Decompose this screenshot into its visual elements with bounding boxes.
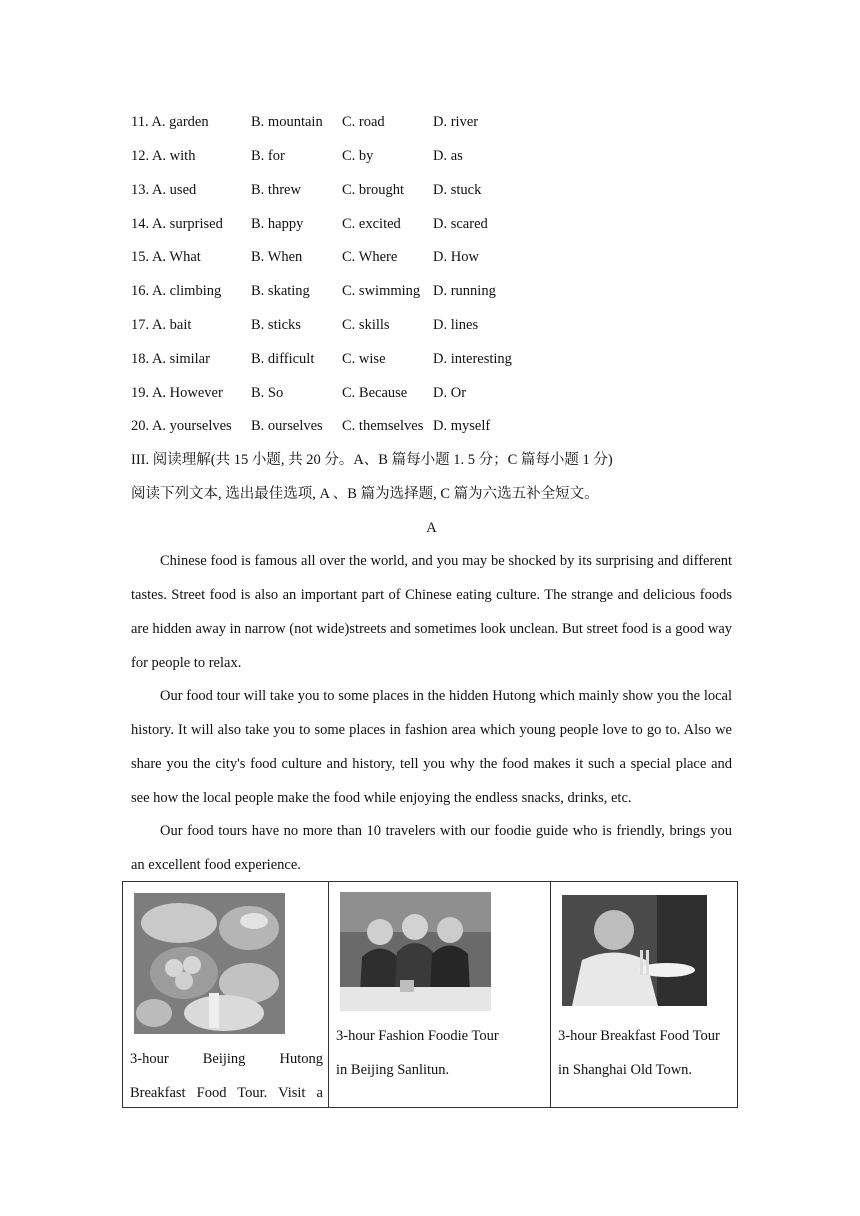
- tour-caption: [558, 1019, 738, 1087]
- option-b: B. ourselves: [251, 418, 323, 434]
- option-a: 18. A. similar: [131, 351, 210, 367]
- option-b: B. for: [251, 148, 285, 164]
- friends-dining-image: [340, 892, 491, 1011]
- option-d: D. stuck: [433, 182, 482, 198]
- option-c: C. wise: [342, 351, 386, 367]
- option-b: B. When: [251, 249, 303, 265]
- tour-caption-line: 3-hour Fashion Foodie Tour: [336, 1028, 499, 1044]
- option-d: D. river: [433, 114, 479, 130]
- tour-caption-line: 3-hour Beijing Hutong: [130, 1051, 323, 1067]
- chef-eating-image: [562, 895, 707, 1006]
- option-d: D. How: [433, 249, 479, 265]
- option-a: 14. A. surprised: [131, 216, 223, 232]
- option-a: 17. A. bait: [131, 317, 192, 333]
- tour-cell-hutong: [123, 882, 329, 1108]
- option-a: 15. A. What: [131, 249, 201, 265]
- section-instruction: 阅读下列文本, 选出最佳选项, A 、B 篇为选择题, C 篇为六选五补全短文。: [131, 486, 599, 502]
- tours-table: [122, 881, 738, 1108]
- tour-caption-line: Breakfast Food Tour. Visit a: [130, 1085, 323, 1101]
- section-heading: III. 阅读理解(共 15 小题, 共 20 分。A、B 篇每小题 1. 5 分；C 篇每小题 1 分): [131, 452, 613, 468]
- option-c: C. themselves: [342, 418, 424, 434]
- option-d: D. Or: [433, 385, 467, 401]
- tour-caption-line: in Shanghai Old Town.: [558, 1062, 693, 1078]
- option-b: B. mountain: [251, 114, 323, 130]
- chef-photo: [562, 895, 707, 1006]
- option-d: D. scared: [433, 216, 488, 232]
- option-c: C. excited: [342, 216, 401, 232]
- friends-photo: [340, 892, 491, 1011]
- passage-label: A: [426, 520, 437, 536]
- option-b: B. sticks: [251, 317, 301, 333]
- option-c: C. Because: [342, 385, 408, 401]
- option-a: 19. A. However: [131, 385, 223, 401]
- option-d: D. running: [433, 283, 496, 299]
- option-c: C. brought: [342, 182, 405, 198]
- tour-caption-line: 3-hour Breakfast Food Tour: [558, 1028, 720, 1044]
- paragraph: Our food tours have no more than 10 travelers with our foodie guide who is friendly, brings you an excellent food experience.: [131, 823, 732, 873]
- option-c: C. skills: [342, 317, 390, 333]
- option-a: 20. A. yourselves: [131, 418, 232, 434]
- street-food-photo: [134, 893, 285, 1034]
- option-a: 12. A. with: [131, 148, 196, 164]
- tour-caption-line: in Beijing Sanlitun.: [336, 1062, 450, 1078]
- tour-caption: [336, 1019, 546, 1087]
- option-a: 11. A. garden: [131, 114, 209, 130]
- tour-cell-sanlitun: [329, 882, 551, 1108]
- option-b: B. skating: [251, 283, 310, 299]
- option-d: D. interesting: [433, 351, 512, 367]
- option-a: 13. A. used: [131, 182, 197, 198]
- tour-caption: [130, 1042, 323, 1110]
- tour-cell-shanghai: [551, 882, 738, 1108]
- option-d: D. myself: [433, 418, 491, 434]
- option-c: C. Where: [342, 249, 398, 265]
- option-a: 16. A. climbing: [131, 283, 222, 299]
- option-b: B. So: [251, 385, 284, 401]
- paragraph: Our food tour will take you to some places in the hidden Hutong which mainly show you the local history. It will also take you to some places in fashion area which young people love to go to. Also we share you the city's food culture and history, tell you why the food makes it such a special place and see how the local people make the food while enjoying the endless snacks, drinks, etc.: [131, 688, 732, 806]
- paragraph: Chinese food is famous all over the world, and you may be shocked by its surprising and different tastes. Street food is also an important part of Chinese eating culture. The strange and delicious foods are hidden away in narrow (not wide)streets and sometimes look unclean. But street food is a good way for people to relax.: [131, 553, 732, 671]
- option-d: D. lines: [433, 317, 479, 333]
- option-d: D. as: [433, 148, 463, 164]
- option-c: C. road: [342, 114, 385, 130]
- option-b: B. threw: [251, 182, 301, 198]
- option-c: C. by: [342, 148, 374, 164]
- option-c: C. swimming: [342, 283, 421, 299]
- option-b: B. difficult: [251, 351, 315, 367]
- option-b: B. happy: [251, 216, 304, 232]
- street-food-image: [134, 893, 285, 1034]
